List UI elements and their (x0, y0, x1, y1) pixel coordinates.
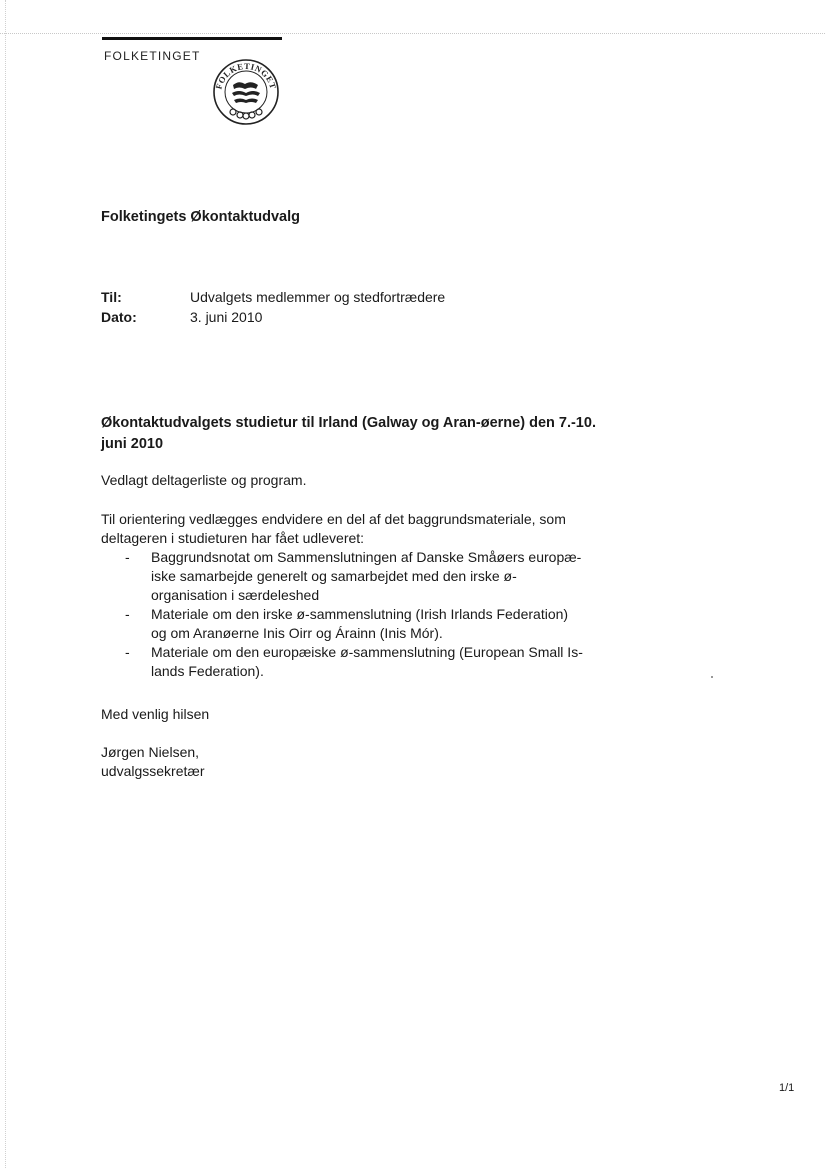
date-label: Dato: (101, 309, 137, 325)
subject-heading (101, 413, 601, 455)
list-item-line: Materiale om den irske ø-sammenslutning (Irish Irlands Federation) (151, 606, 569, 622)
signatory-title: udvalgssekretær (101, 763, 205, 779)
list-item (125, 605, 595, 643)
paragraph-line: Til orientering vedlægges endvidere en del af det baggrundsmateriale, som (101, 511, 566, 527)
list-item-line: Baggrundsnotat om Sammenslutningen af Danske Småøers europæ- (151, 549, 582, 565)
seal-lettering: FOLKETINGET (213, 60, 279, 91)
list-item-line: Materiale om den europæiske ø-sammenslutning (European Small Is- (151, 644, 583, 660)
list-item (125, 643, 595, 681)
list-item-line: og om Aranøerne Inis Oirr og Árainn (Inis Mór). (151, 625, 443, 641)
date-value: 3. juni 2010 (190, 309, 263, 325)
list-item-line: lands Federation). (151, 663, 264, 679)
list-item-line: organisation i særdeleshed (151, 587, 320, 603)
list-item (125, 548, 595, 605)
bullet-marker: - (125, 644, 130, 660)
subject-line: Økontaktudvalgets studietur til Irland (Galway og Aran-øerne) den 7.-10. (101, 415, 596, 431)
scan-edge-left (5, 0, 6, 1168)
signatory-name: Jørgen Nielsen, (101, 744, 200, 760)
list-item-line: iske samarbejde generelt og samarbejdet med den irske ø- (151, 568, 517, 584)
to-value: Udvalgets medlemmer og stedfortrædere (190, 289, 446, 305)
materials-list (125, 548, 595, 681)
subject-line: juni 2010 (101, 436, 164, 452)
page-number: 1/1 (779, 1082, 795, 1094)
scan-edge-top (0, 33, 825, 34)
to-label: Til: (101, 289, 122, 305)
closing-salutation: Med venlig hilsen (101, 706, 210, 722)
committee-title: Folketingets Økontaktudvalg (101, 209, 300, 225)
paragraph-line: deltageren i studieturen har fået udleveret: (101, 530, 365, 546)
paragraph-attachments: Vedlagt deltagerliste og program. (101, 472, 307, 488)
bullet-marker: - (125, 606, 130, 622)
signature-block (101, 743, 601, 781)
org-name: FOLKETINGET (104, 49, 201, 63)
paragraph-orientation (101, 510, 601, 548)
scan-speck (711, 676, 713, 678)
folketinget-seal-logo (212, 58, 280, 126)
header-rule (102, 37, 282, 40)
bullet-marker: - (125, 549, 130, 565)
